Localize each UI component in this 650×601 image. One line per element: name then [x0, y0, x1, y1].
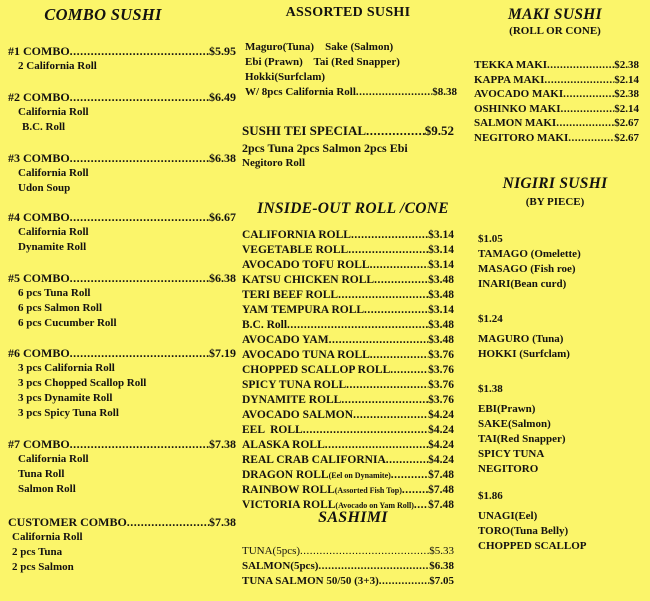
combo-name: #4 COMBO [8, 210, 70, 224]
combo-sushi-title: COMBO SUSHI [44, 5, 162, 24]
combo-item: California Roll [18, 106, 89, 118]
combo-item: 2 California Roll [18, 60, 97, 72]
sushi-tei-special-line: Negitoro Roll [242, 157, 306, 169]
list-item: NEGITORO [478, 463, 539, 475]
combo-item: California Roll [18, 453, 89, 465]
list-item: SALMON MAKI ..... $2.67 [474, 116, 639, 131]
combo-item: 3 pcs Dynamite Roll [18, 392, 113, 404]
list-item: TEKKA MAKI ..... $2.38 [474, 58, 639, 73]
list-item: HOKKI (Surfclam) [478, 348, 570, 360]
combo-3 [8, 151, 236, 196]
list-item: AVOCADO YAM ..... $3.48 [242, 333, 454, 348]
nigiri-sushi-subtitle: (BY PIECE) [525, 196, 585, 208]
list-item: CHOPPED SCALLOP ROLL ..... $3.76 [242, 363, 454, 378]
nigiri-group-1 [478, 232, 638, 292]
assorted-sushi-title: ASSORTED SUSHI [285, 5, 411, 20]
combo-price: $6.49 [209, 90, 236, 104]
combo-item: 3 pcs Chopped Scallop Roll [18, 377, 147, 389]
inside-out-list [242, 228, 454, 513]
list-item: YAM TEMPURA ROLL ..... $3.14 [242, 303, 454, 318]
list-item: SALMON(5pcs) ..... $6.38 [242, 559, 454, 574]
list-item: SPICY TUNA [478, 448, 545, 460]
nigiri-group-price: $1.38 [478, 383, 503, 395]
list-item: MAGURO (Tuna) [478, 333, 564, 345]
list-item: B.C. Roll ..... $3.48 [242, 318, 454, 333]
list-item: TAMAGO (Omelette) [478, 248, 581, 260]
assorted-line: Hokki(Surfclam) [245, 71, 326, 83]
combo-price: $6.38 [209, 271, 236, 285]
list-item: OSHINKO MAKI ..... $2.14 [474, 102, 639, 117]
item-note: (Assorted Fish Top) [334, 486, 402, 495]
list-item: INARI(Bean curd) [478, 278, 567, 290]
sushi-tei-special-price: $9.52 [424, 123, 454, 138]
combo-name: #2 COMBO [8, 90, 70, 104]
middle-column [242, 0, 464, 601]
list-item: TUNA(5pcs) ..... $5.33 [242, 544, 454, 559]
nigiri-group-2 [478, 312, 638, 362]
combo-5 [8, 271, 236, 331]
combo-price: $7.19 [209, 346, 236, 360]
nigiri-sushi-title: NIGIRI SUSHI [502, 175, 608, 192]
combo-item: Udon Soup [18, 182, 71, 194]
list-item: AVOCADO MAKI ..... $2.38 [474, 87, 639, 102]
combo-name: #6 COMBO [8, 346, 70, 360]
combo-item: California Roll [12, 531, 83, 543]
list-item: RAINBOW ROLL (Assorted Fish Top) ..... $7.48 [242, 483, 454, 498]
assorted-last-item: W/ 8pcs California Roll [245, 86, 356, 98]
nigiri-group-price: $1.24 [478, 313, 503, 325]
combo-2 [8, 90, 236, 135]
assorted-sushi-section [245, 40, 457, 100]
combo-price: $7.38 [209, 515, 236, 529]
combo-1 [8, 44, 236, 74]
list-item: DYNAMITE ROLL ..... $3.76 [242, 393, 454, 408]
combo-item: 2 pcs Salmon [12, 561, 74, 573]
list-item: TORO(Tuna Belly) [478, 525, 569, 537]
combo-price: $5.95 [209, 44, 236, 58]
combo-6 [8, 346, 236, 421]
nigiri-group-4 [478, 489, 638, 554]
list-item: SAKE(Salmon) [478, 418, 551, 430]
nigiri-group-price: $1.86 [478, 490, 503, 502]
combo-name: #1 COMBO [8, 44, 70, 58]
nigiri-group-price: $1.05 [478, 233, 503, 245]
item-note: (Eel on Dynamite) [328, 471, 391, 480]
combo-item: Salmon Roll [18, 483, 76, 495]
combo-item: Tuna Roll [18, 468, 65, 480]
assorted-line: Ebi (Prawn) Tai (Red Snapper) [245, 56, 400, 68]
combo-price: $7.38 [209, 437, 236, 451]
combo-item: B.C. Roll [22, 121, 66, 133]
combo-sushi-column [8, 0, 236, 601]
combo-price: $6.38 [209, 151, 236, 165]
assorted-line: Maguro(Tuna) Sake (Salmon) [245, 41, 394, 53]
nigiri-group-3 [478, 382, 638, 477]
combo-name: CUSTOMER COMBO [8, 515, 127, 529]
list-item: KATSU CHICKEN ROLL ..... $3.48 [242, 273, 454, 288]
combo-price: $6.67 [209, 210, 236, 224]
list-item: KAPPA MAKI ..... $2.14 [474, 73, 639, 88]
list-item: CALIFORNIA ROLL ..... $3.14 [242, 228, 454, 243]
combo-item: Dynamite Roll [18, 241, 87, 253]
sushi-tei-special-line: 2pcs Tuna 2pcs Salmon 2pcs Ebi [242, 141, 408, 155]
list-item: AVOCADO TUNA ROLL ..... $3.76 [242, 348, 454, 363]
list-item: VEGETABLE ROLL ..... $3.14 [242, 243, 454, 258]
list-item: MASAGO (Fish roe) [478, 263, 576, 275]
inside-out-title: INSIDE-OUT ROLL /CONE [257, 200, 449, 217]
maki-sushi-subtitle: (ROLL OR CONE) [509, 25, 601, 37]
combo-item: 6 pcs Salmon Roll [18, 302, 103, 314]
list-item: REAL CRAB CALIFORNIA ..... $4.24 [242, 453, 454, 468]
combo-item: 2 pcs Tuna [12, 546, 63, 558]
list-item: EBI(Prawn) [478, 403, 536, 415]
list-item: NEGITORO MAKI ..... $2.67 [474, 131, 639, 146]
combo-item: 6 pcs Tuna Roll [18, 287, 91, 299]
combo-item: 3 pcs Spicy Tuna Roll [18, 407, 119, 419]
sushi-tei-special-name: SUSHI TEI SPECIAL [242, 123, 367, 138]
list-item: UNAGI(Eel) [478, 510, 538, 522]
sushi-tei-special-section [242, 122, 454, 171]
list-item: TERI BEEF ROLL ..... $3.48 [242, 288, 454, 303]
list-item: AVOCADO SALMON ..... $4.24 [242, 408, 454, 423]
list-item: TAI(Red Snapper) [478, 433, 566, 445]
list-item: CHOPPED SCALLOP [478, 540, 587, 552]
combo-item: California Roll [18, 167, 89, 179]
list-item: AVOCADO TOFU ROLL ..... $3.14 [242, 258, 454, 273]
list-item: TUNA SALMON 50/50 (3+3) ..... $7.05 [242, 574, 454, 589]
maki-list [474, 58, 639, 145]
customer-combo [8, 515, 236, 575]
combo-7 [8, 437, 236, 497]
maki-sushi-title: MAKI SUSHI [508, 6, 602, 23]
combo-4 [8, 210, 236, 255]
combo-name: #5 COMBO [8, 271, 70, 285]
list-item: DRAGON ROLL (Eel on Dynamite) ..... $7.48 [242, 468, 454, 483]
combo-item: California Roll [18, 226, 89, 238]
combo-item: 3 pcs California Roll [18, 362, 115, 374]
list-item: SPICY TUNA ROLL ..... $3.76 [242, 378, 454, 393]
item-note: (Avocado on Yam Roll) [335, 501, 414, 510]
combo-name: #3 COMBO [8, 151, 70, 165]
assorted-price: $8.38 [432, 86, 457, 98]
combo-item: 6 pcs Cucumber Roll [18, 317, 117, 329]
list-item: ALASKA ROLL ..... $4.24 [242, 438, 454, 453]
combo-name: #7 COMBO [8, 437, 70, 451]
sashimi-title: SASHIMI [318, 509, 388, 526]
sashimi-list [242, 544, 454, 589]
right-column [470, 0, 644, 601]
list-item: EEL ROLL ..... $4.24 [242, 423, 454, 438]
list-item: VICTORIA ROLL (Avocado on Yam Roll) ..... $7.48 [242, 498, 454, 513]
